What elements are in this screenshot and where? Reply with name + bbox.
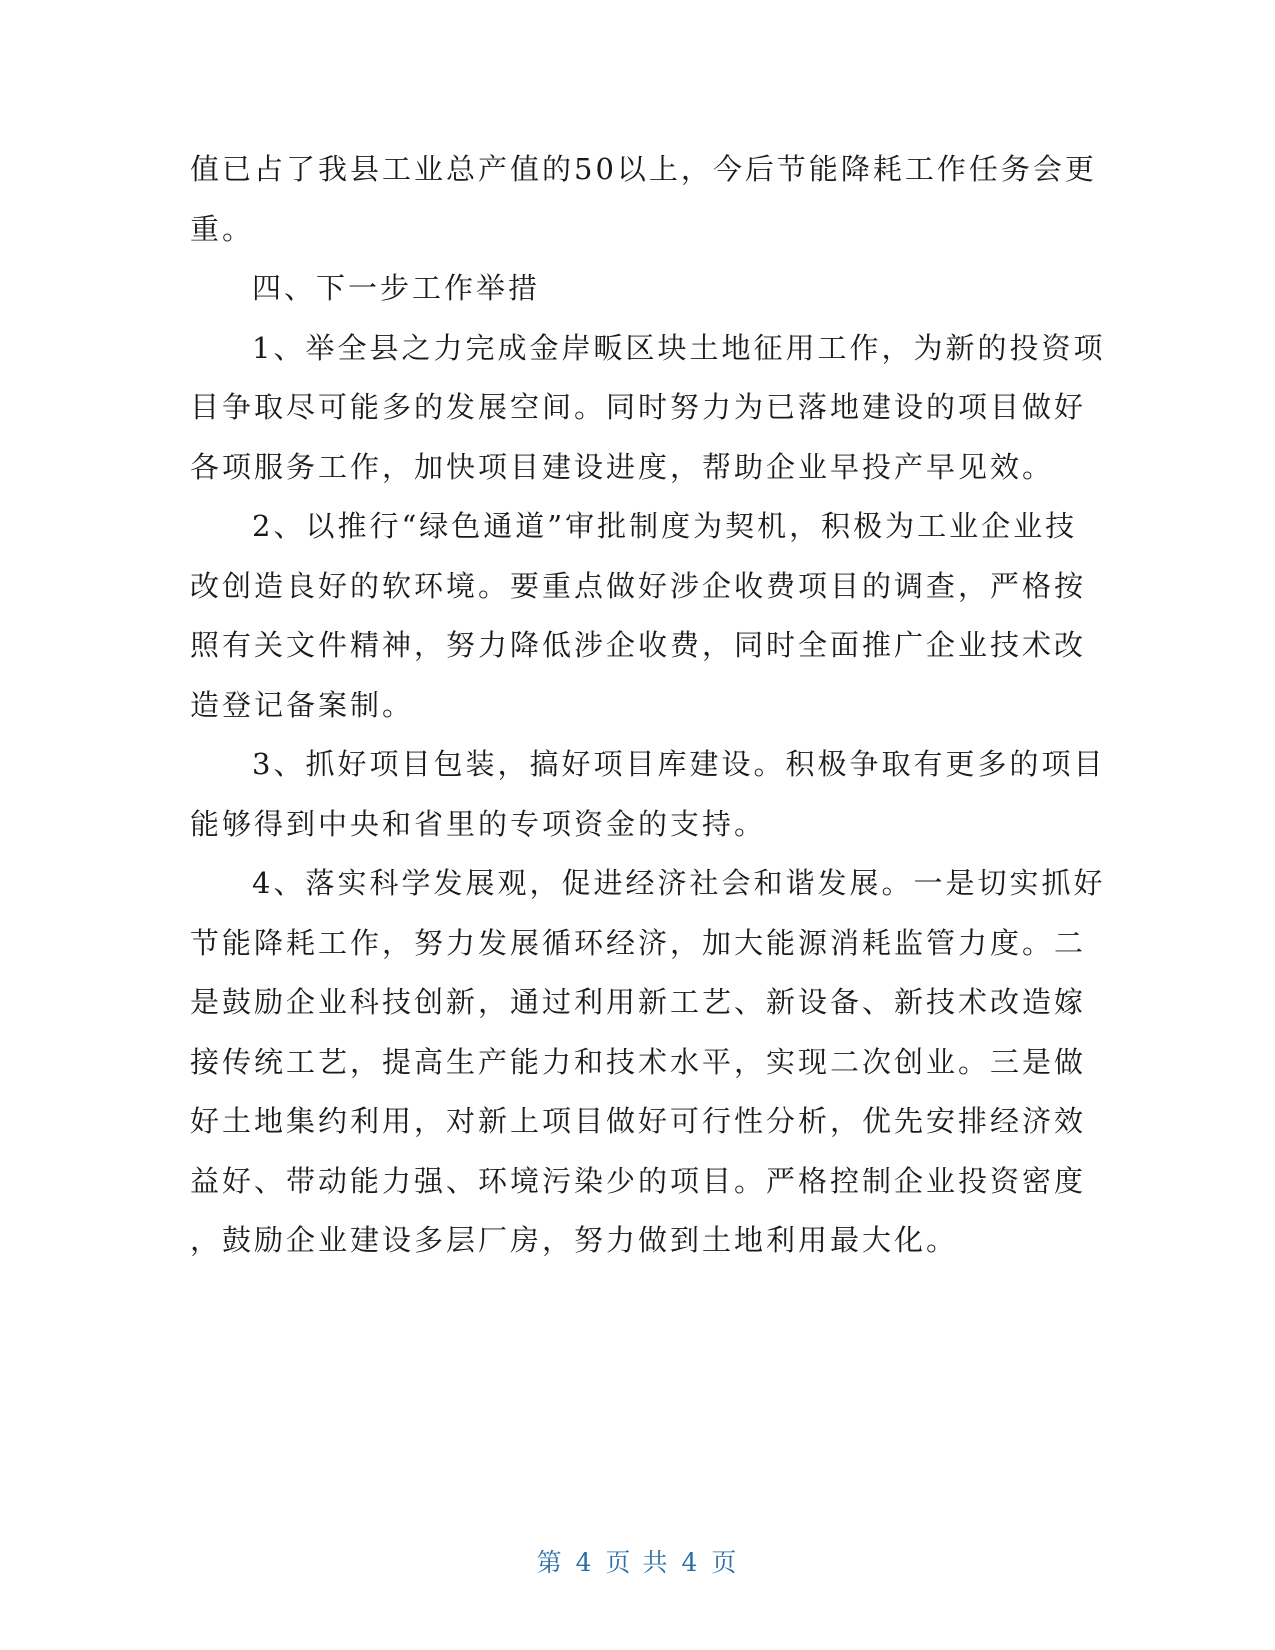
text-line: 重。 — [190, 211, 255, 246]
text-line: 造登记备案制。 — [190, 687, 415, 722]
text-line: ，鼓励企业建设多层厂房，努力做到土地利用最大化。 — [190, 1223, 959, 1257]
text-line: 3、抓好项目包装，搞好项目库建设。积极争取有更多的项目 — [252, 747, 1106, 781]
text-line: 值已占了我县工业总产值的50以上，今后节能降耗工作任务会更 — [190, 152, 1097, 186]
text-line: 好土地集约利用，对新上项目做好可行性分析，优先安排经济效 — [190, 1104, 1087, 1138]
text-line: 接传统工艺，提高生产能力和技术水平，实现二次创业。三是做 — [190, 1044, 1087, 1079]
current-page-number: 4 — [575, 1548, 594, 1577]
text-line: 照有关文件精神，努力降低涉企收费，同时全面推广企业技术改 — [190, 628, 1087, 662]
text-line: 节能降耗工作，努力发展循环经济，加大能源消耗监管力度。二 — [190, 925, 1087, 960]
text-line: 1、举全县之力完成金岸畈区块土地征用工作，为新的投资项 — [252, 330, 1106, 365]
text-line: 改创造良好的软环境。要重点做好涉企收费项目的调查，严格按 — [190, 568, 1087, 603]
page-label-suffix: 页 — [711, 1548, 739, 1577]
page-label-prefix: 第 — [536, 1548, 564, 1577]
text-line: 2、以推行“绿色通道”审批制度为契机，积极为工业企业技 — [252, 509, 1078, 543]
text-line: 4、落实科学发展观，促进经济社会和谐发展。一是切实抓好 — [252, 866, 1106, 900]
text-line: 是鼓励企业科技创新，通过利用新工艺、新设备、新技术改造嫁 — [190, 985, 1087, 1019]
page-label-mid: 页 共 — [605, 1548, 670, 1577]
text-line: 益好、带动能力强、环境污染少的项目。严格控制企业投资密度 — [190, 1163, 1087, 1198]
document-body — [190, 140, 1106, 1271]
section-heading: 四、下一步工作举措 — [252, 271, 541, 305]
page-number-footer — [0, 1543, 1275, 1579]
text-line: 能够得到中央和省里的专项资金的支持。 — [190, 806, 767, 841]
text-line: 目争取尽可能多的发展空间。同时努力为已落地建设的项目做好 — [190, 390, 1087, 424]
total-pages-number: 4 — [681, 1548, 700, 1577]
text-line: 各项服务工作，加快项目建设进度，帮助企业早投产早见效。 — [190, 449, 1055, 484]
